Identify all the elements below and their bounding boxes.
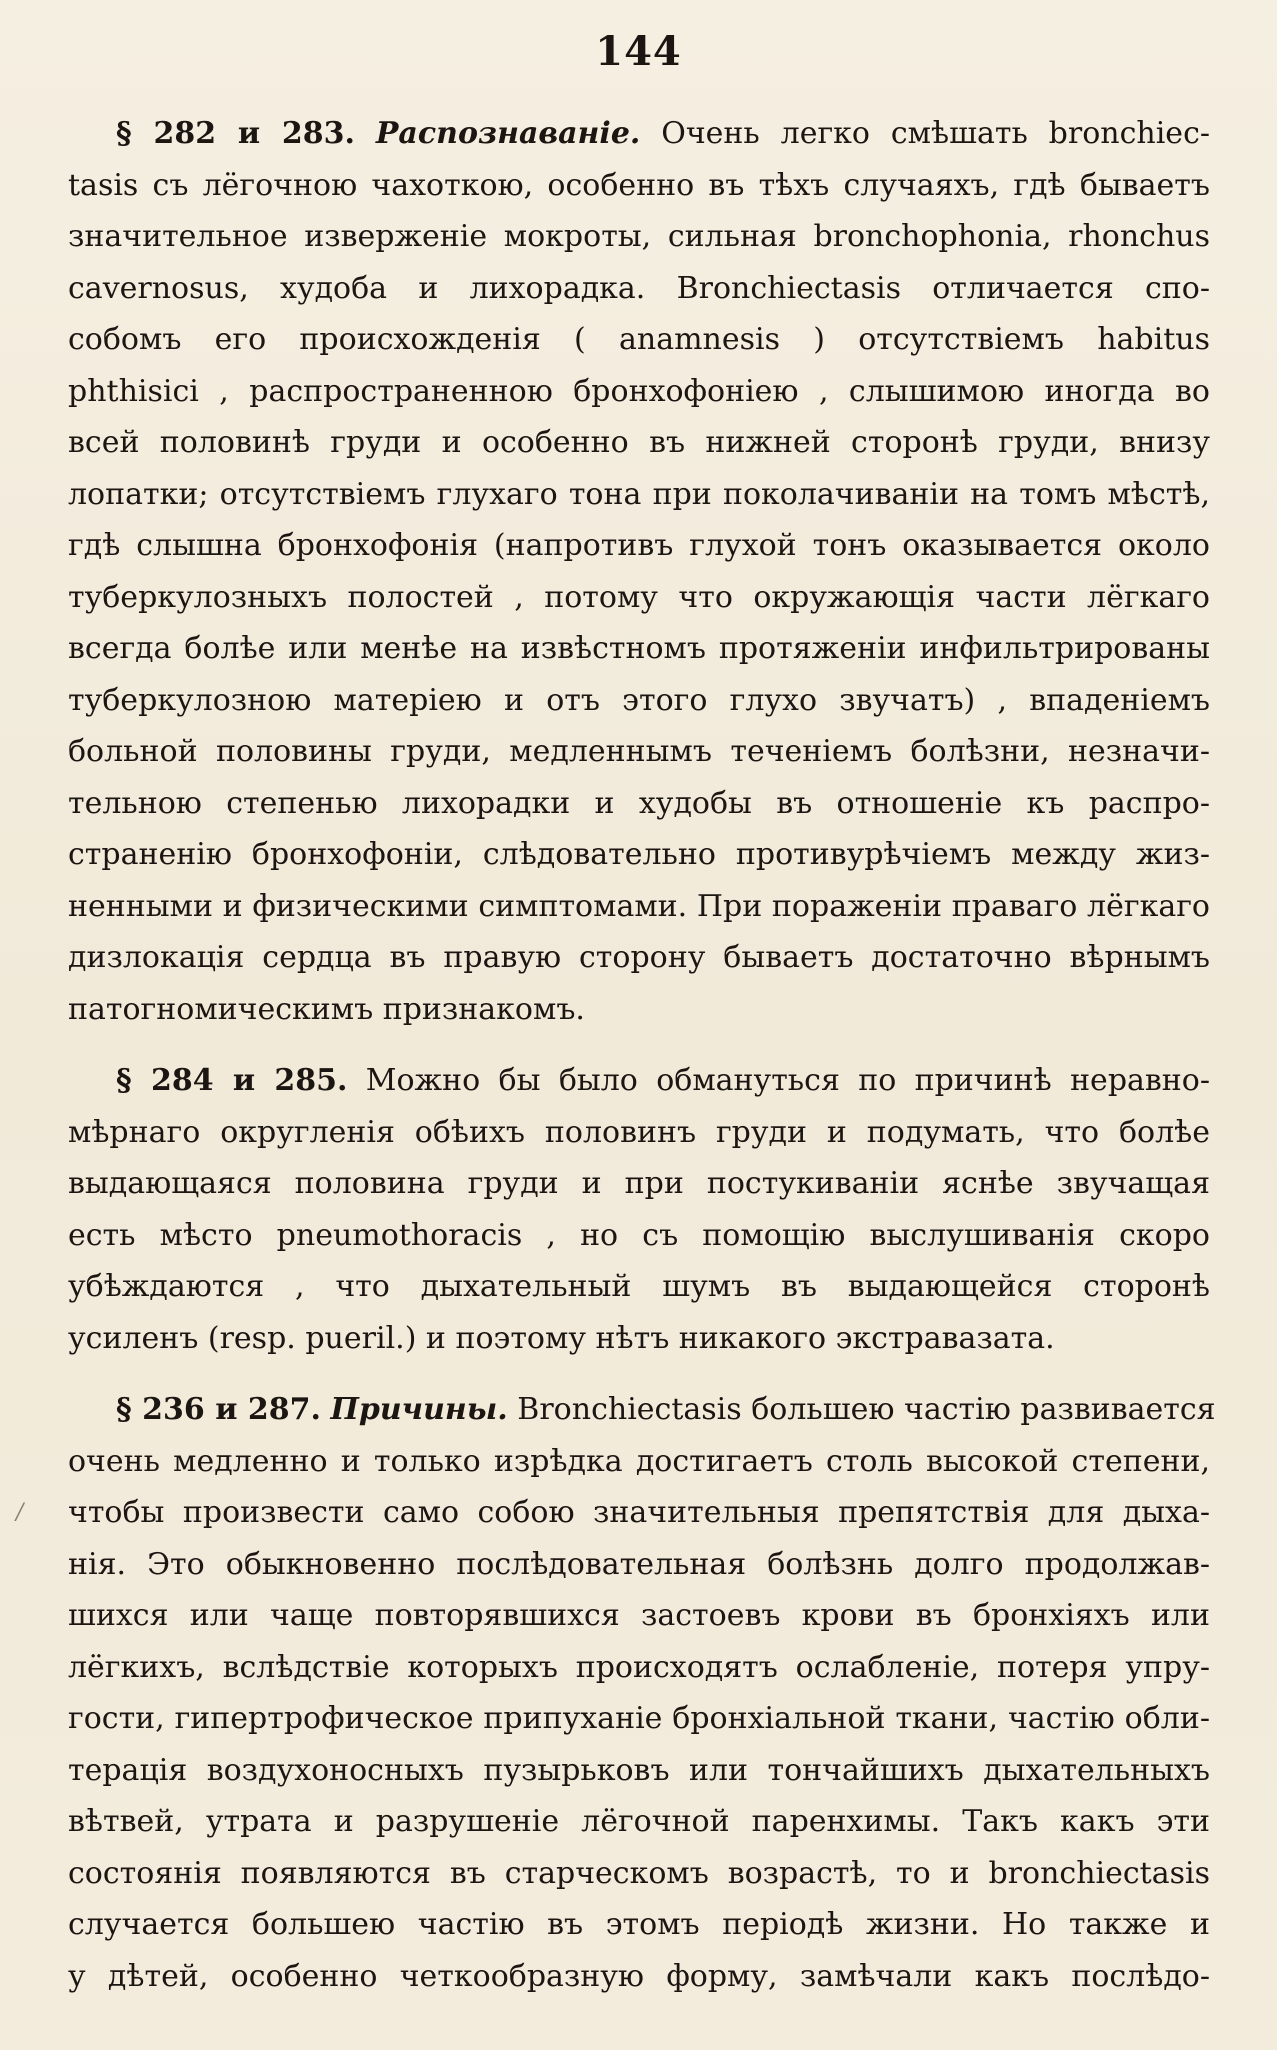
page-body bbox=[68, 108, 1216, 2002]
margin-mark: / bbox=[16, 1500, 24, 1525]
text-line: убѣждаются , что дыхательный шумъ въ выдающейся сторонѣ bbox=[68, 1269, 1210, 1304]
text-line: тельною степенью лихорадки и худобы въ отношеніе къ распро- bbox=[68, 785, 1210, 821]
text-line: phthisici , распространенною бронхофоніею , слышимою иногда во bbox=[68, 373, 1210, 409]
text-line: гдѣ слышна бронхофонія (напротивъ глухой тонъ оказывается около bbox=[68, 528, 1210, 563]
text-line: всегда болѣе или менѣе на извѣстномъ протяженіи инфильтрированы bbox=[68, 631, 1210, 666]
text-line: лёгкихъ, вслѣдствіе которыхъ происходятъ ослабленіе, потеря упру- bbox=[68, 1649, 1210, 1685]
text-line: больной половины груди, медленнымъ теченіемъ болѣзни, незначи- bbox=[68, 734, 1210, 769]
text-line: терація воздухоносныхъ пузырьковъ или тончайшихъ дыхательныхъ bbox=[68, 1752, 1210, 1788]
text-line: выдающаяся половина груди и при постукиваніи яснѣе звучащая bbox=[68, 1166, 1210, 1201]
text-line: страненію бронхофоніи, слѣдовательно противурѣчіемъ между жиз- bbox=[68, 837, 1210, 872]
section-title: Причины. bbox=[330, 1392, 508, 1427]
text-line: tasis съ лёгочною чахоткою, особенно въ тѣхъ случаяхъ, гдѣ бываетъ bbox=[68, 167, 1210, 203]
page-number: 144 bbox=[595, 28, 682, 75]
text-line: у дѣтей, особенно четкообразную форму, замѣчали какъ послѣдо- bbox=[68, 1958, 1210, 1994]
text-line: случается большею частію въ этомъ періодѣ жизни. Но также и bbox=[68, 1907, 1210, 1942]
paragraph-first-line bbox=[68, 108, 1210, 160]
paragraph-first-line bbox=[68, 1055, 1210, 1107]
text-line: чтобы произвести само собою значительныя препятствія для дыха- bbox=[68, 1495, 1210, 1530]
text-line: Можно бы было обмануться по причинѣ неравно- bbox=[365, 1063, 1210, 1098]
text-line: туберкулозною матеріею и отъ этого глухо звучатъ) , впаденіемъ bbox=[68, 682, 1210, 718]
text-line: собомъ его происхожденія ( anamnesis ) отсутствіемъ habitus bbox=[68, 322, 1210, 357]
paragraph-recognition bbox=[68, 108, 1210, 1035]
text-line: мѣрнаго округленія обѣихъ половинъ груди и подумать, что болѣе bbox=[68, 1114, 1210, 1150]
paragraph-causes bbox=[68, 1384, 1216, 2002]
section-number: § 282 и 283. bbox=[116, 116, 355, 151]
text-line: состоянія появляются въ старческомъ возрастѣ, то и bronchiectasis bbox=[68, 1855, 1210, 1891]
paragraph-differential bbox=[68, 1055, 1210, 1364]
text-line: значительное изверженіе мокроты, сильная bronchophonia, rhonchus bbox=[68, 219, 1210, 254]
text-line: Bronchiectasis большею частію развивается bbox=[517, 1392, 1216, 1427]
section-number: § 284 и 285. bbox=[116, 1063, 348, 1098]
text-line: дизлокація сердца въ правую сторону бываетъ достаточно вѣрнымъ bbox=[68, 940, 1210, 975]
section-number: § 236 и 287. bbox=[116, 1392, 321, 1427]
text-line: нія. Это обыкновенно послѣдовательная болѣзнь долго продолжав- bbox=[68, 1546, 1210, 1582]
text-line: всей половинѣ груди и особенно въ нижней сторонѣ груди, внизу bbox=[68, 425, 1210, 460]
text-line: шихся или чаще повторявшихся застоевъ крови въ бронхіяхъ или bbox=[68, 1598, 1210, 1633]
text-line: лопатки; отсутствіемъ глухаго тона при поколачиваніи на томъ мѣстѣ, bbox=[68, 476, 1210, 512]
text-line: усиленъ (resp. pueril.) и поэтому нѣтъ никакого экстравазата. bbox=[68, 1320, 1055, 1356]
text-line: cavernosus, худоба и лихорадка. Bronchiectasis отличается спо- bbox=[68, 270, 1210, 306]
section-title: Распознаваніе. bbox=[375, 116, 641, 151]
text-line: Очень легко смѣшать bronchiec- bbox=[661, 116, 1211, 151]
text-line: ненными и физическими симптомами. При пораженіи праваго лёгкаго bbox=[68, 888, 1210, 924]
text-line: вѣтвей, утрата и разрушеніе лёгочной паренхимы. Такъ какъ эти bbox=[68, 1804, 1210, 1839]
text-line: очень медленно и только изрѣдка достигаетъ столь высокой степени, bbox=[68, 1443, 1210, 1479]
text-line: туберкулозныхъ полостей , потому что окружающія части лёгкаго bbox=[68, 579, 1210, 615]
text-line: есть мѣсто pneumothoracis , но съ помощію выслушиванія скоро bbox=[68, 1217, 1210, 1253]
text-line: гости, гипертрофическое припуханіе бронхіальной ткани, частію обли- bbox=[68, 1701, 1210, 1736]
text-line: патогномическимъ признакомъ. bbox=[68, 991, 585, 1027]
paragraph-first-line bbox=[68, 1384, 1216, 1436]
